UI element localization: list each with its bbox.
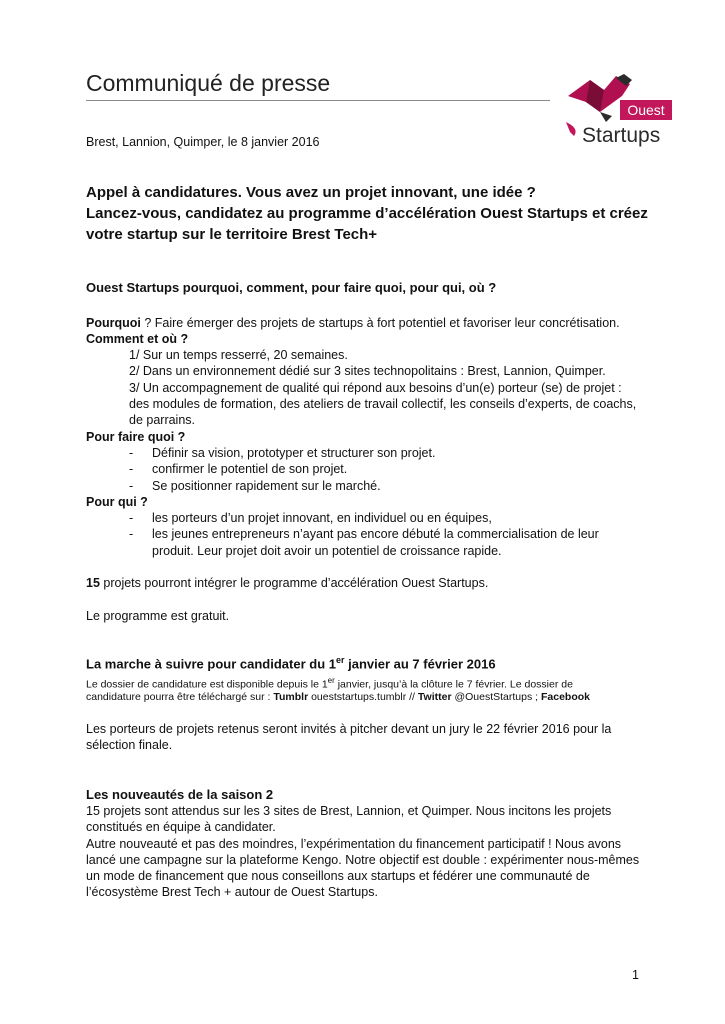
faire-item: Se positionner rapidement sur le marché. bbox=[152, 478, 381, 493]
heading-part: La marche à suivre pour candidater du 1 bbox=[86, 656, 336, 672]
steps-line-2 bbox=[86, 689, 590, 705]
logo-word-ouest: Ouest bbox=[627, 102, 665, 118]
tumblr-link[interactable]: Tumblr bbox=[273, 691, 309, 703]
news-line: un mode de financement que nous conseillons aux startups et fédérer une communauté de bbox=[86, 869, 590, 884]
tumblr-url: oueststartups.tumblr // bbox=[308, 691, 418, 703]
list-item bbox=[0, 461, 725, 477]
logo-graphic bbox=[560, 72, 680, 148]
comment-item: 1/ Sur un temps resserré, 20 semaines. bbox=[129, 348, 348, 362]
count-number: 15 bbox=[86, 576, 100, 590]
qui-label: Pour qui ? bbox=[86, 495, 148, 509]
list-item bbox=[0, 510, 725, 526]
qui-item: les porteurs d’un projet innovant, en individuel ou en équipes, bbox=[152, 511, 492, 525]
title-underline bbox=[86, 100, 550, 101]
bullet-dash: - bbox=[129, 446, 134, 460]
news-line: lancé une campagne sur la plateforme Kengo. Notre objectif est double : expérimenter nous-mêmes bbox=[86, 852, 640, 867]
section-heading-overview: Ouest Startups pourquoi, comment, pour faire quoi, pour qui, où ? bbox=[86, 280, 497, 295]
bullet-dash: - bbox=[129, 527, 134, 542]
text-part: Le dossier de candidature est disponible depuis le 1 bbox=[86, 678, 328, 691]
qui-item: produit. Leur projet doit avoir un potentiel de croissance rapide. bbox=[152, 543, 502, 558]
count-text: projets pourront intégrer le programme d’accélération Ouest Startups. bbox=[99, 576, 489, 590]
pourquoi-label: Pourquoi bbox=[86, 316, 141, 330]
pourquoi-text: ? Faire émerger des projets de startups à fort potentiel et favoriser leur concrétisation. bbox=[140, 316, 620, 330]
news-line: l’écosystème Brest Tech + autour de Ouest Startups. bbox=[86, 885, 378, 900]
news-line: Autre nouveauté et pas des moindres, l’expérimentation du financement participatif ! Nous avons bbox=[86, 836, 622, 851]
facebook-link[interactable]: Facebook bbox=[540, 691, 590, 703]
headline-line: Lancez-vous, candidatez au programme d’accélération Ouest Startups et créez bbox=[86, 205, 648, 222]
comment-list bbox=[129, 347, 636, 428]
text-part: candidature pourra être téléchargé sur : bbox=[86, 691, 274, 703]
comment-item: 3/ Un accompagnement de qualité qui répond aux besoins d’un(e) porteur (se) de projet : bbox=[129, 380, 622, 395]
count-paragraph bbox=[86, 575, 488, 591]
twitter-handle: @OuestStartups ; bbox=[451, 691, 541, 703]
list-item bbox=[0, 478, 725, 494]
news-line: constitués en équipe à candidater. bbox=[86, 820, 276, 835]
section-heading-steps bbox=[86, 655, 496, 671]
bullet-dash: - bbox=[129, 478, 134, 493]
gratuit-paragraph: Le programme est gratuit. bbox=[86, 609, 230, 623]
text-part: janvier, jusqu’à la clôture le 7 février. Le dossier de bbox=[334, 678, 573, 691]
dateline: Brest, Lannion, Quimper, le 8 janvier 2016 bbox=[86, 135, 320, 149]
comment-item: 2/ Dans un environnement dédié sur 3 sites technopolitains : Brest, Lannion, Quimper. bbox=[129, 364, 606, 379]
faire-item: confirmer le potentiel de son projet. bbox=[152, 462, 348, 477]
news-paragraph bbox=[86, 803, 639, 901]
list-item bbox=[0, 526, 725, 542]
qui-item: les jeunes entrepreneurs n’ayant pas encore débuté la commercialisation de leur bbox=[152, 527, 599, 542]
twitter-link[interactable]: Twitter bbox=[417, 691, 452, 703]
faire-label: Pour faire quoi ? bbox=[86, 430, 186, 444]
bullet-dash: - bbox=[129, 511, 134, 525]
pitch-line: Les porteurs de projets retenus seront invités à pitcher devant un jury le 22 février 2016 pour la bbox=[86, 722, 612, 736]
list-item bbox=[0, 543, 725, 559]
text-sup: er bbox=[327, 676, 335, 685]
headline-line: votre startup sur le territoire Brest Tech+ bbox=[86, 226, 378, 243]
logo-word-startups: Startups bbox=[582, 124, 661, 147]
page-number: 1 bbox=[632, 968, 639, 982]
faire-list bbox=[0, 445, 725, 494]
section-heading-news: Les nouveautés de la saison 2 bbox=[86, 787, 274, 802]
pourquoi-paragraph bbox=[86, 315, 620, 331]
pitch-paragraph bbox=[86, 721, 611, 754]
news-line: 15 projets sont attendus sur les 3 sites de Brest, Lannion, et Quimper. Nous incitons les projets bbox=[86, 804, 612, 818]
comment-item: de parrains. bbox=[129, 413, 196, 428]
headline bbox=[86, 182, 646, 245]
ouest-startups-logo bbox=[560, 72, 680, 148]
heading-part: janvier au 7 février 2016 bbox=[344, 656, 496, 672]
heading-sup: er bbox=[335, 655, 345, 665]
pitch-line: sélection finale. bbox=[86, 738, 173, 753]
list-item bbox=[0, 445, 725, 461]
qui-list bbox=[0, 510, 725, 559]
bullet-dash: - bbox=[129, 462, 134, 477]
comment-label: Comment et où ? bbox=[86, 332, 189, 346]
document-title: Communiqué de presse bbox=[86, 70, 331, 96]
faire-item: Définir sa vision, prototyper et structurer son projet. bbox=[152, 446, 436, 460]
comment-item: des modules de formation, des ateliers de travail collectif, les conseils d’experts, de coachs, bbox=[129, 396, 637, 411]
headline-line: Appel à candidatures. Vous avez un projet innovant, une idée ? bbox=[86, 184, 536, 201]
